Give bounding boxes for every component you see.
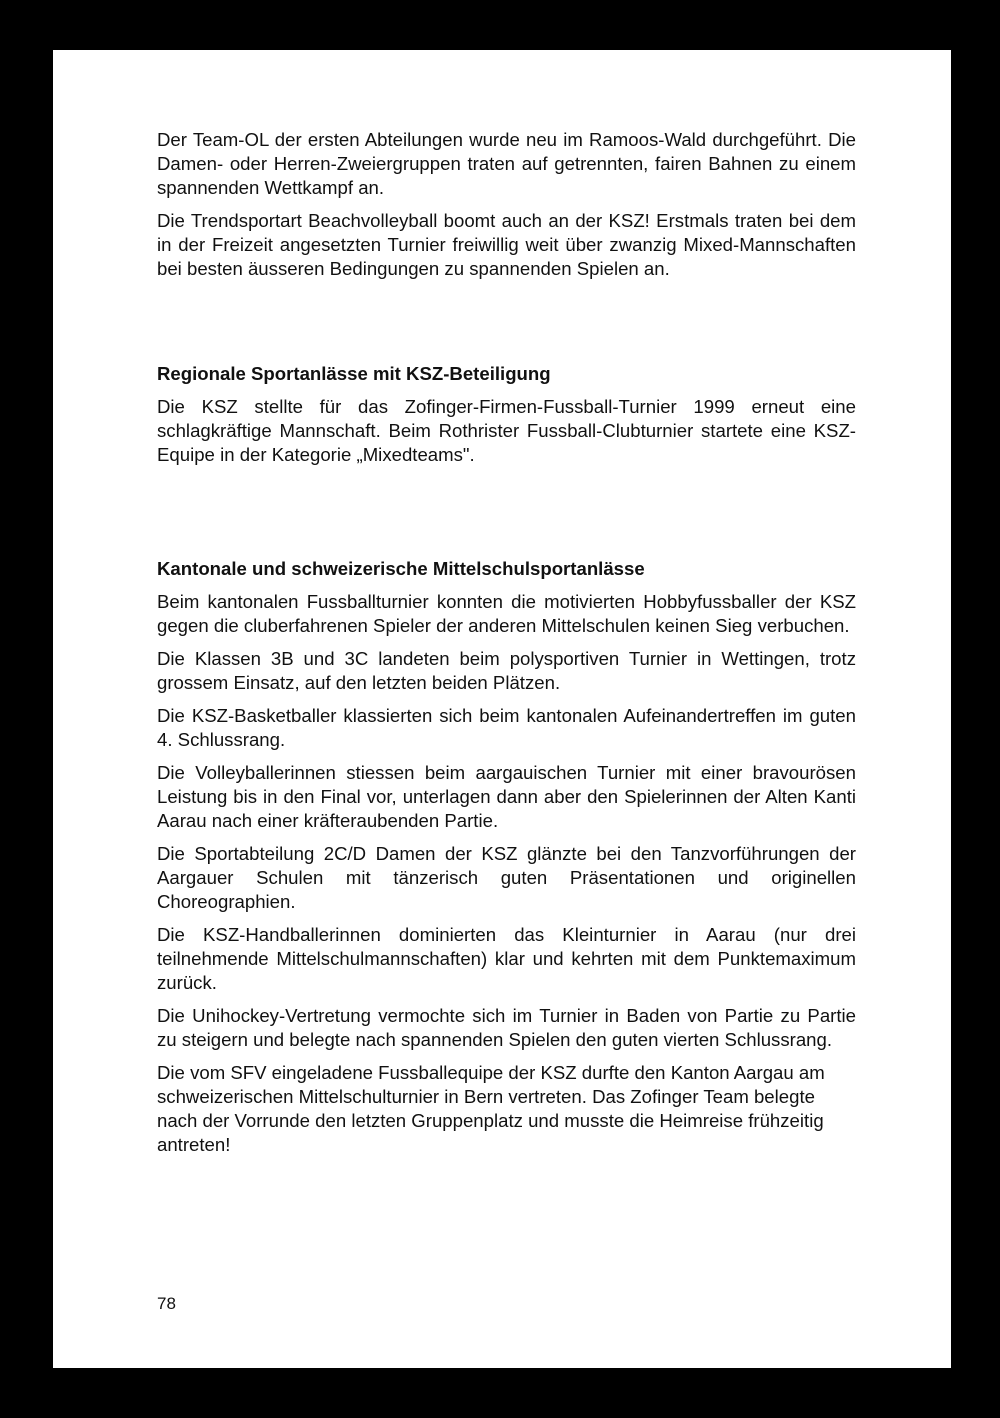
cantonal-section — [157, 557, 856, 1166]
section-heading: Regionale Sportanlässe mit KSZ-Beteiligung — [157, 363, 551, 384]
paragraph: Die KSZ stellte für das Zofinger-Firmen-Fussball-Turnier 1999 erneut eine schlagkräftige Mannschaft. Beim Rothrister Fussball-Clubturnier startete eine KSZ-Equipe in der Kategorie „Mixedteams". — [157, 396, 856, 465]
paragraph: Die Trendsportart Beachvolleyball boomt auch an der KSZ! Erstmals traten bei dem in der Freizeit angesetzten Turnier freiwillig weit über zwanzig Mixed-Mannschaften bei besten äusseren Bedingungen zu spannenden Spielen an. — [157, 210, 856, 279]
paragraph: Die KSZ-Basketballer klassierten sich beim kantonalen Aufeinandertreffen im guten 4. Schlussrang. — [157, 705, 856, 750]
paragraph: Die Klassen 3B und 3C landeten beim polysportiven Turnier in Wettingen, trotz grossem Einsatz, auf den letzten beiden Plätzen. — [157, 648, 856, 693]
section-heading: Kantonale und schweizerische Mittelschulsportanlässe — [157, 558, 645, 579]
page-number: 78 — [157, 1294, 176, 1313]
paragraph: Die Sportabteilung 2C/D Damen der KSZ glänzte bei den Tanzvorführungen der Aargauer Schulen mit tänzerisch guten Präsentationen und originellen Choreographien. — [157, 843, 856, 912]
paragraph: Die KSZ-Handballerinnen dominierten das Kleinturnier in Aarau (nur drei teilnehmende Mittelschulmannschaften) klar und kehrten mit dem Punktemaximum zurück. — [157, 924, 856, 993]
paragraph: Beim kantonalen Fussballturnier konnten die motivierten Hobbyfussballer der KSZ gegen die cluberfahrenen Spieler der anderen Mittelschulen keinen Sieg verbuchen. — [157, 591, 856, 636]
regional-section — [157, 362, 856, 476]
paragraph: Die Volleyballerinnen stiessen beim aargauischen Turnier mit einer bravourösen Leistung bis in den Final vor, unterlagen dann aber den Spielerinnen der Alten Kanti Aarau nach einer kräfteraubenden Partie. — [157, 762, 856, 831]
paragraph: Die vom SFV eingeladene Fussballequipe der KSZ durfte den Kanton Aargau am schweizerischen Mittelschulturnier in Bern vertreten. Das Zofinger Team belegte nach der Vorrunde den letzten Gruppenplatz und musste die Heimreise frühzeitig antreten! — [157, 1062, 825, 1155]
document-page — [53, 50, 951, 1368]
paragraph: Der Team-OL der ersten Abteilungen wurde neu im Ramoos-Wald durchgeführt. Die Damen- oder Herren-Zweiergruppen traten auf getrennten, fairen Bahnen zu einem spannenden Wettkampf an. — [157, 129, 856, 198]
intro-section — [157, 128, 856, 290]
paragraph: Die Unihockey-Vertretung vermochte sich im Turnier in Baden von Partie zu Partie zu steigern und belegte nach spannenden Spielen den guten vierten Schlussrang. — [157, 1005, 856, 1050]
